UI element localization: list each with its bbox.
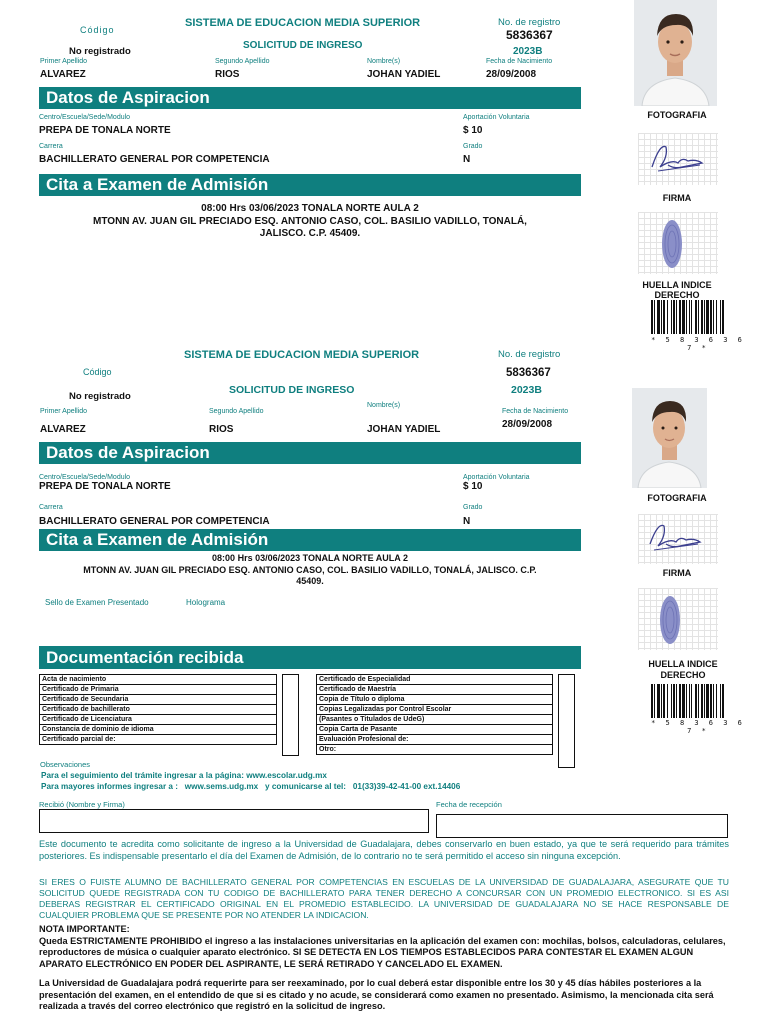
nacimiento: 28/09/2008 xyxy=(486,69,537,80)
apellido2-label-2: Segundo Apellido xyxy=(209,408,264,415)
centro: PREPA DE TONALA NORTE xyxy=(39,125,171,136)
system-title-2: SISTEMA DE EDUCACION MEDIA SUPERIOR xyxy=(184,349,420,361)
document-item: Certificado de Licenciatura xyxy=(40,715,277,725)
doc-checkbox-column-left[interactable] xyxy=(282,674,299,756)
barcode-bar xyxy=(724,300,725,334)
student-photo-2 xyxy=(632,388,707,488)
document-row xyxy=(40,695,277,705)
registro-value-2: 5836367 xyxy=(506,367,551,379)
huella-label-line-1: HUELLA INDICE xyxy=(642,280,712,290)
cita-details-2 xyxy=(39,553,581,588)
nombre-label: Nombre(s) xyxy=(367,58,401,65)
nombre: JOHAN YADIEL xyxy=(367,69,441,80)
nombre-2: JOHAN YADIEL xyxy=(367,424,441,435)
recepcion-field[interactable] xyxy=(436,814,728,838)
apellido2-label: Segundo Apellido xyxy=(215,58,270,65)
cycle: 2023B xyxy=(513,46,543,57)
nacimiento-2: 28/09/2008 xyxy=(502,419,553,430)
cita-line-2-2: MTONN AV. JUAN GIL PRECIADO ESQ. ANTONIO CASO, COL. BASILIO VADILLO, TONALÁ, JALISCO. C.P. xyxy=(83,564,537,575)
document-item: Copia de Título o diploma xyxy=(317,695,553,705)
centro-label: Centro/Escuela/Sede/Modulo xyxy=(39,114,131,121)
carrera-label: Carrera xyxy=(39,143,63,150)
huella-label-2-line-2: DERECHO xyxy=(660,670,706,680)
grado-label: Grado xyxy=(463,143,483,150)
system-title: SISTEMA DE EDUCACION MEDIA SUPERIOR xyxy=(185,17,421,29)
foto-label-2: FOTOGRAFIA xyxy=(647,493,707,503)
person-photo-icon xyxy=(632,388,707,488)
cita-band-2: Cita a Examen de Admisión xyxy=(39,529,581,551)
aportacion: $ 10 xyxy=(463,125,483,136)
nombre-label-2: Nombre(s) xyxy=(367,402,401,409)
document-row xyxy=(40,705,277,715)
document-item: Certificado de Maestría xyxy=(317,685,553,695)
document-item: Constancia de dominio de idioma xyxy=(40,725,277,735)
request-title: SOLICITUD DE INGRESO xyxy=(243,40,363,51)
important-note-body: Queda ESTRICTAMENTE PROHIBIDO el ingreso a las instalaciones universitarias en la aplicación del examen con: mochilas, bolsos, calculadoras, celulares, reproductores de música o cualquier aparato electrónico. SI SE DETECTA EN LOS TIEMPOS ESTABLECIDOS PARA CONTESTAR EL EXAMEN ALGUN APARATO ELECTRÓNICO EN PODER DEL ASPIRANTE, LE SERÁ RETIRADO Y CANCELADO EL EXAMEN. xyxy=(39,935,726,969)
carrera-2: BACHILLERATO GENERAL POR COMPETENCIA xyxy=(39,516,270,527)
apellido2: RIOS xyxy=(215,69,240,80)
info-paragraph: Este documento te acredita como solicitante de ingreso a la Universidad de Guadalajara, debes conservarlo en buen estado, ya que te será requerido para trámites posteriores. Es indispensable presentarlo el día del Examen de Admisión, de lo contrario no te será permitido el acceso sin ninguna excepción. xyxy=(39,839,729,861)
huella-label-line-2: DERECHO xyxy=(654,290,700,300)
aportacion-2: $ 10 xyxy=(463,481,483,492)
cita-details xyxy=(39,203,581,241)
cita-line-3: JALISCO. C.P. 45409. xyxy=(259,228,361,239)
aportacion-label: Aportación Voluntaria xyxy=(463,114,530,121)
huella-label-2-line-1: HUELLA INDICE xyxy=(648,659,718,669)
apellido1-2: ALVAREZ xyxy=(40,424,86,435)
barcode-2 xyxy=(651,684,745,718)
huella-label xyxy=(634,280,720,300)
fingerprint-box xyxy=(638,212,718,274)
document-item: Certificado de Especialidad xyxy=(317,675,553,685)
document-row xyxy=(317,745,553,755)
fingerprint-icon xyxy=(638,588,718,650)
cycle-2: 2023B xyxy=(511,384,542,396)
seguimiento-text: Para el seguimiento del trámite ingresar a la página: www.escolar.udg.mx xyxy=(41,771,327,780)
signature-box-2 xyxy=(638,514,718,564)
document-row xyxy=(317,735,553,745)
document-row xyxy=(317,725,553,735)
informes-text: Para mayores informes ingresar a : www.sems.udg.mx y comunicarse al tel: 01(33)39-42-41-00 ext.14406 xyxy=(41,782,461,791)
document-item: Certificado de Secundaria xyxy=(40,695,277,705)
firma-label-2: FIRMA xyxy=(662,568,692,578)
aportacion-label-2: Aportación Voluntaria xyxy=(463,474,530,481)
apellido1-label-2: Primer Apellido xyxy=(40,408,88,415)
firma-label: FIRMA xyxy=(662,193,692,203)
fingerprint-icon xyxy=(638,212,718,274)
document-item: (Pasantes o Titulados de UdeG) xyxy=(317,715,553,725)
document-row xyxy=(40,725,277,735)
document-row xyxy=(40,715,277,725)
documents-left-checks xyxy=(282,674,299,756)
cita-line-3-2: 45409. xyxy=(296,576,324,586)
recibio-field[interactable] xyxy=(39,809,429,833)
bachillerato-warning: SI ERES O FUISTE ALUMNO DE BACHILLERATO GENERAL POR COMPETENCIAS EN ESCUELAS DE LA UNIVERSIDAD DE GUADALAJARA, ASEGURATE QUE TU SOLICITUD QUEDE REGISTRADA CON TU CODIGO DE BACHILLERATO PARA TENER DERECHO A CONCURSAR CON UN PROMEDIO ELECTRONICO. SI ES ASI DEBERAS REGISTRAR EL CERTIFICADO ORIGINAL EN EL PROMEDIO ESTABLECIDO. LA UNIVERSIDAD DE GUADALAJARA NO SE HACE RESPONSABLE DE CUALQUIER PROBLEMA QUE SE PRESENTE POR NO ATENDER LA INDICACION. xyxy=(39,877,729,920)
barcode-1-text: * 5 8 3 6 3 6 7 * xyxy=(651,336,745,352)
documents-band: Documentación recibida xyxy=(39,646,581,669)
important-note xyxy=(39,924,729,970)
codigo-value: No registrado xyxy=(69,46,131,57)
document-item: Evaluación Profesional de: xyxy=(317,735,553,745)
barcode-bar xyxy=(724,684,725,718)
documents-right-checks xyxy=(558,674,575,768)
nacimiento-label-2: Fecha de Nacimiento xyxy=(502,408,569,415)
signature-box xyxy=(638,133,718,185)
cita-line-1-2: 08:00 Hrs 03/06/2023 TONALA NORTE AULA 2 xyxy=(212,553,408,563)
aspiracion-band-2: Datos de Aspiracion xyxy=(39,442,581,464)
doc-checkbox-column-right[interactable] xyxy=(558,674,575,768)
document-item: Certificado parcial de: xyxy=(40,735,277,745)
recibio-label: Recibió (Nombre y Firma) xyxy=(39,800,125,809)
documents-left-table xyxy=(39,674,277,745)
grado: N xyxy=(463,154,471,165)
document-row xyxy=(40,735,277,745)
signature-icon xyxy=(638,133,718,185)
document-row xyxy=(40,675,277,685)
cita-line-2: MTONN AV. JUAN GIL PRECIADO ESQ. ANTONIO CASO, COL. BASILIO VADILLO, TONALÁ, xyxy=(93,215,527,227)
sello-label: Sello de Examen Presentado xyxy=(45,598,149,607)
huella-label-2 xyxy=(640,659,726,681)
reexam-notice: La Universidad de Guadalajara podrá requerirte para ser reexaminado, por lo cual deberá estar disponible entre los 30 y 45 días hábiles posteriores a la presentación del examen, en el entendido de que si es citado y no acude, se considerará como examen no presentado. Asimismo, la mencionada cita será realizada a través del correo electrónico que registró en la solicitud de ingreso. xyxy=(39,978,714,1011)
barcode-2-text: * 5 8 3 6 3 6 7 * xyxy=(651,719,745,735)
apellido2-2: RIOS xyxy=(209,424,234,435)
document-item: Copias Legalizadas por Control Escolar xyxy=(317,705,553,715)
codigo-label-2: Código xyxy=(83,367,112,377)
barcode-1 xyxy=(651,300,745,334)
registro-label: No. de registro xyxy=(498,17,561,28)
centro-2: PREPA DE TONALA NORTE xyxy=(39,481,171,492)
apellido1-label: Primer Apellido xyxy=(40,58,88,65)
document-row xyxy=(317,695,553,705)
grado-2: N xyxy=(463,516,471,527)
foto-label: FOTOGRAFIA xyxy=(647,110,707,120)
document-row xyxy=(317,685,553,695)
document-row xyxy=(317,715,553,725)
cita-line-1: 08:00 Hrs 03/06/2023 TONALA NORTE AULA 2 xyxy=(201,203,419,214)
nacimiento-label: Fecha de Nacimiento xyxy=(486,58,553,65)
document-row xyxy=(317,675,553,685)
codigo-label: Código xyxy=(80,25,115,35)
student-photo xyxy=(634,0,717,106)
person-photo-icon xyxy=(634,0,717,106)
document-item: Copia Carta de Pasante xyxy=(317,725,553,735)
cita-band: Cita a Examen de Admisión xyxy=(39,174,581,196)
centro-label-2: Centro/Escuela/Sede/Modulo xyxy=(39,474,131,481)
aspiracion-band: Datos de Aspiracion xyxy=(39,87,581,109)
carrera-label-2: Carrera xyxy=(39,504,63,511)
document-row xyxy=(40,685,277,695)
document-item: Otro: xyxy=(317,745,553,755)
document-row xyxy=(317,705,553,715)
document-item: Certificado de Primaria xyxy=(40,685,277,695)
document-item: Certificado de bachillerato xyxy=(40,705,277,715)
apellido1: ALVAREZ xyxy=(40,69,86,80)
codigo-value-2: No registrado xyxy=(69,391,131,402)
recepcion-label: Fecha de recepción xyxy=(436,800,502,809)
document-item: Acta de nacimiento xyxy=(40,675,277,685)
important-note-title: NOTA IMPORTANTE: xyxy=(39,924,130,934)
carrera: BACHILLERATO GENERAL POR COMPETENCIA xyxy=(39,154,270,165)
holograma-label: Holograma xyxy=(186,598,226,607)
documents-right-table xyxy=(316,674,553,755)
fingerprint-box-2 xyxy=(638,588,718,650)
request-title-2: SOLICITUD DE INGRESO xyxy=(229,384,355,396)
registro-value: 5836367 xyxy=(506,28,553,42)
signature-icon xyxy=(638,514,718,564)
grado-label-2: Grado xyxy=(463,504,483,511)
registro-label-2: No. de registro xyxy=(498,349,561,360)
observaciones-label: Observaciones xyxy=(40,760,91,769)
